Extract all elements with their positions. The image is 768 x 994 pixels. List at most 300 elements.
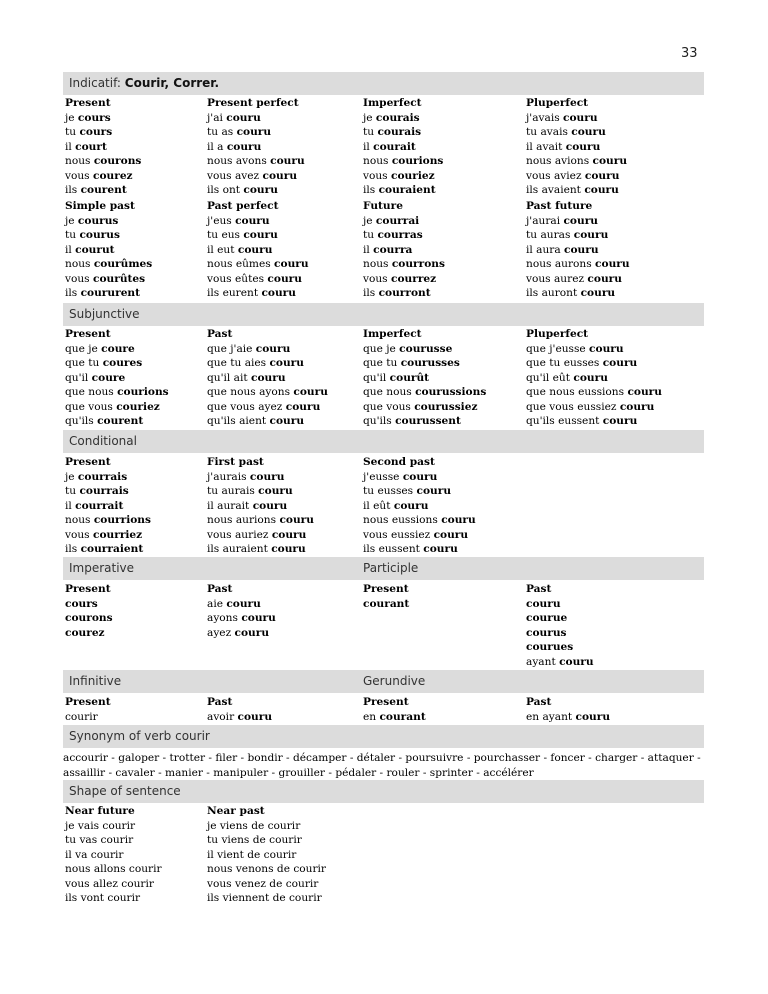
pronoun-text: tu [65, 126, 80, 139]
pronoun-text: que je [363, 342, 400, 355]
pronoun-text: je [65, 111, 78, 124]
stem-text: cour [564, 243, 591, 256]
gerundive-past [526, 695, 610, 724]
ending-text: u [253, 597, 261, 610]
ending-text: ons [91, 612, 113, 625]
stem-text: cour [379, 710, 407, 723]
stem-text: cour [378, 287, 406, 300]
conjugation-row [526, 342, 662, 357]
pronoun-text: je [363, 214, 376, 227]
conjugation-row [526, 640, 594, 655]
pronoun-text: ils vont courir [65, 892, 141, 905]
stem-text: cour [391, 272, 418, 285]
pronoun-text: qu'il [363, 371, 390, 384]
stem-text: cour [93, 528, 120, 541]
stem-text: cour [423, 543, 451, 556]
stem-text: cour [584, 184, 612, 197]
pronoun-text: tu aurais [207, 485, 259, 498]
conjugation-row [207, 626, 276, 641]
pronoun-text: nous [363, 155, 392, 168]
pronoun-text: nous [65, 258, 94, 271]
ending-text: u [598, 126, 606, 139]
pronoun-text: vous venez de courir [207, 877, 319, 890]
ending-text: ant [406, 710, 426, 723]
pronoun-text: il [65, 499, 76, 512]
pronoun-text: j'aurai [526, 214, 564, 227]
conjugation-row [65, 272, 152, 287]
stem-text: cour [93, 155, 121, 168]
tense-heading: Second past [363, 456, 435, 468]
ending-text: ût [416, 371, 430, 384]
conjugation-row [363, 371, 486, 386]
ending-text: ant [389, 597, 410, 610]
indicative-past-future [526, 199, 630, 301]
stem-text: cour [93, 258, 121, 271]
tense-heading: Near past [207, 805, 265, 817]
pronoun-text: qu'ils eussent [526, 415, 603, 428]
conjugation-row [65, 626, 113, 641]
stem-text: cour [584, 169, 612, 182]
ending-text: ue [552, 612, 568, 625]
conjugation-row [363, 414, 486, 429]
stem-text: cour [258, 485, 285, 498]
conjugation-row [526, 243, 630, 258]
stem-text: cour [395, 415, 422, 428]
conjugation-row [65, 154, 141, 169]
pronoun-text: tu eusses [363, 485, 417, 498]
conjugation-row [65, 214, 152, 229]
ending-text: us [106, 229, 120, 242]
conjugation-row [207, 877, 326, 892]
stem-text: cour [399, 342, 426, 355]
conjugation-row [526, 655, 594, 670]
stem-text: cour [261, 287, 289, 300]
stem-text: cour [389, 371, 417, 384]
conjugation-row [207, 342, 328, 357]
stem-text: cour [271, 543, 299, 556]
stem-text: cour [77, 214, 105, 227]
stem-text: cour [102, 357, 130, 370]
conjugation-row [363, 286, 445, 301]
ending-text: u [611, 184, 619, 197]
stem-text: cour [619, 400, 647, 413]
stem-text: cour [587, 272, 615, 285]
stem-text: cour [270, 155, 297, 168]
tense-heading: Past [207, 328, 233, 340]
ending-text: u [261, 626, 270, 639]
pronoun-text: ils [65, 184, 81, 197]
pronoun-text: que nous [363, 386, 416, 399]
conjugation-row [65, 710, 111, 725]
conjugation-row [526, 356, 662, 371]
pronoun-text: tu [65, 485, 80, 498]
pronoun-text: tu auras [526, 229, 574, 242]
ending-text: rais [104, 470, 128, 483]
conjugation-row [207, 140, 305, 155]
tense-heading: Present [65, 328, 111, 340]
pronoun-text: il eut [207, 243, 238, 256]
conjugation-row [363, 597, 409, 612]
ending-text: e [127, 342, 135, 355]
ending-text: u [646, 400, 655, 413]
pronoun-text: vous [65, 169, 93, 182]
ending-text: u [253, 140, 262, 153]
stem-text: cour [592, 155, 620, 168]
pronoun-text: nous allons courir [65, 863, 162, 876]
indicative-present [65, 96, 141, 198]
section-label: Conditional [69, 434, 137, 448]
tense-heading: First past [207, 456, 264, 468]
stem-text: cour [373, 140, 400, 153]
pronoun-text: que nous ayons [207, 386, 294, 399]
conjugation-row [526, 228, 630, 243]
stem-text: cour [226, 140, 254, 153]
section-label: Shape of sentence [69, 784, 181, 798]
pronoun-text: ils [65, 287, 81, 300]
conjugation-row [526, 140, 627, 155]
ending-text: us [552, 626, 567, 639]
pronoun-text: il aurait [207, 499, 253, 512]
ending-text: ues [552, 641, 574, 654]
conjugation-row [207, 385, 328, 400]
indicative-pluperfect [526, 96, 627, 198]
ending-text: ûmes [120, 258, 153, 271]
pronoun-text: tu [363, 126, 378, 139]
stem-text: cour [79, 229, 107, 242]
ending-text: u [306, 514, 314, 527]
tense-heading: Simple past [65, 200, 135, 212]
stem-text: cour [243, 184, 271, 197]
subjunctive-past [207, 327, 328, 429]
stem-text: cour [373, 243, 400, 256]
ending-text: iez [143, 400, 160, 413]
ending-text: es [129, 357, 143, 370]
stem-text: cour [526, 597, 553, 610]
conjugation-row [207, 228, 309, 243]
stem-text: cour [117, 386, 144, 399]
pronoun-text: je [65, 470, 78, 483]
conjugation-row [207, 710, 272, 725]
ending-text: ussiez [441, 400, 478, 413]
ending-text: u [264, 710, 273, 723]
ending-text: u [277, 371, 286, 384]
ending-text: ons [120, 155, 142, 168]
ending-text: ais [402, 111, 420, 124]
tense-heading: Imperfect [363, 97, 422, 109]
conjugation-row [65, 611, 113, 626]
ending-text: u [270, 229, 278, 242]
tense-heading: Present [65, 583, 111, 595]
ending-text: e [118, 371, 126, 384]
stem-text: cour [101, 342, 128, 355]
pronoun-text: que tu [65, 357, 103, 370]
conjugation-row [207, 371, 328, 386]
pronoun-text: tu viens de courir [207, 834, 302, 847]
stem-text: cour [402, 470, 430, 483]
ending-text: usses [427, 357, 460, 370]
conjugation-row [65, 385, 169, 400]
section-header-shape-of-sentence [63, 780, 704, 803]
pronoun-text: j'avais [526, 111, 564, 124]
pronoun-text: je [65, 214, 78, 227]
stem-text: cour [235, 214, 262, 227]
pronoun-text: nous venons de courir [207, 863, 326, 876]
ending-text: u [261, 214, 270, 227]
conjugation-row [526, 626, 594, 641]
ending-text: u [600, 229, 609, 242]
conjugation-row [526, 125, 627, 140]
conjugation-row [207, 257, 309, 272]
stem-text: cour [226, 597, 254, 610]
pronoun-text: vous [363, 272, 391, 285]
stem-text: cour [75, 499, 102, 512]
pronoun-text: ayant [526, 655, 560, 668]
stem-text: cour [377, 229, 405, 242]
pronoun-text: ils avaient [526, 184, 585, 197]
synonyms-list: accourir - galoper - trotter - filer - bondir - décamper - détaler - poursuivre - pourchasser - foncer - charger - attaquer - assaillir - cavaler - manier - manipuler - grouiller - pédaler - rouler - sprinter - accélérer [63, 752, 701, 779]
ending-text: u [263, 126, 272, 139]
pronoun-text: tu eus [207, 229, 244, 242]
indicative-present-perfect [207, 96, 305, 198]
conjugation-row [363, 183, 443, 198]
conjugation-row [207, 891, 326, 906]
ending-text: u [284, 485, 293, 498]
section-header-conditional [63, 430, 704, 453]
stem-text: cour [267, 272, 295, 285]
pronoun-text: il avait [526, 140, 566, 153]
conditional-second-past [363, 455, 476, 557]
pronoun-text: tu [363, 229, 378, 242]
ending-text: rait [101, 499, 124, 512]
conjugation-row [65, 243, 152, 258]
conjugation-row [207, 513, 314, 528]
stem-text: cour [441, 514, 468, 527]
section-label: Subjunctive [69, 307, 140, 321]
ending-text: u [268, 612, 276, 625]
conjugation-row [65, 111, 141, 126]
conjugation-row [65, 877, 162, 892]
subjunctive-pluperfect [526, 327, 662, 429]
conjugation-row [363, 111, 443, 126]
subjunctive-imperfect [363, 327, 486, 429]
ending-text: ent [107, 184, 127, 197]
stem-text: cour [77, 470, 105, 483]
conjugation-row [65, 414, 169, 429]
stem-text: cour [375, 214, 403, 227]
conjugation-row [207, 542, 314, 557]
tense-heading: Past perfect [207, 200, 279, 212]
stem-text: cour [279, 514, 307, 527]
pronoun-text: il va courir [65, 848, 124, 861]
conjugation-row [207, 214, 309, 229]
stem-text: cour [226, 111, 254, 124]
ending-text: u [279, 499, 288, 512]
stem-text: cour [262, 169, 290, 182]
tense-heading: Pluperfect [526, 328, 589, 340]
conjugation-row [526, 111, 627, 126]
ending-text: u [629, 357, 638, 370]
ending-text: u [298, 528, 307, 541]
stem-text: court [75, 140, 107, 153]
ending-text: ront [405, 287, 431, 300]
stem-text: cour [595, 258, 622, 271]
ending-text: u [270, 184, 278, 197]
ending-text: u [585, 655, 594, 668]
conjugation-row [207, 356, 328, 371]
section-header-imperative-participle [63, 557, 704, 580]
stem-text: cour [271, 528, 299, 541]
conjugation-row [526, 611, 594, 626]
conjugation-row [207, 169, 305, 184]
ending-text: u [629, 415, 638, 428]
ending-text: ez [119, 169, 133, 182]
conjugation-row [207, 272, 309, 287]
conjugation-row [207, 597, 276, 612]
ending-text: u [289, 169, 298, 182]
stem-text: cour [269, 357, 297, 370]
stem-text: cour [433, 528, 461, 541]
conjugation-row [65, 356, 169, 371]
pronoun-text: vous aviez [526, 169, 585, 182]
indicative-imperfect [363, 96, 443, 198]
stem-text: cour [400, 357, 428, 370]
section-header-infinitive-gerundive [63, 670, 704, 693]
stem-text: cour [416, 485, 444, 498]
indicative-past-perfect [207, 199, 309, 301]
conditional-first-past [207, 455, 314, 557]
stem-text: cour [241, 612, 269, 625]
infinitive-past [207, 695, 272, 724]
conjugation-row [65, 862, 162, 877]
tense-heading: Past [526, 583, 552, 595]
pronoun-text: avoir [207, 710, 238, 723]
participle-past [526, 582, 594, 669]
ending-text: u [552, 597, 561, 610]
ending-text: ra [399, 243, 413, 256]
pronoun-text: j'eusse [363, 470, 403, 483]
ending-text: u [619, 155, 628, 168]
ending-text: ent [123, 415, 144, 428]
conjugation-row [526, 169, 627, 184]
stem-text: cours [65, 597, 98, 610]
pronoun-text: il vient de courir [207, 848, 297, 861]
conjugation-row [65, 169, 141, 184]
pronoun-text: il [65, 243, 76, 256]
conjugation-row [526, 183, 627, 198]
stem-text: cour [91, 371, 119, 384]
conjugation-row [65, 140, 141, 155]
conjugation-row [65, 499, 151, 514]
stem-text: cour [116, 400, 144, 413]
conjugation-row [65, 125, 141, 140]
ending-text: u [592, 140, 601, 153]
conjugation-row [207, 862, 326, 877]
pronoun-text: j'aurais [207, 470, 250, 483]
ending-text: u [450, 543, 458, 556]
ending-text: ions [143, 386, 169, 399]
conjugation-row [363, 356, 486, 371]
ending-text: u [590, 243, 599, 256]
conjugation-row [363, 542, 476, 557]
conjugation-row [363, 272, 445, 287]
stem-text: cour [363, 597, 390, 610]
pronoun-text: il aura [526, 243, 565, 256]
pronoun-text: que vous ayez [207, 400, 286, 413]
pronoun-text: vous auriez [207, 528, 272, 541]
stem-text: cour [415, 386, 442, 399]
ending-text: u [296, 415, 305, 428]
pronoun-text: il [363, 140, 374, 153]
stem-text: cour [393, 499, 421, 512]
conjugation-row [65, 528, 151, 543]
pronoun-text: je vais courir [65, 819, 136, 832]
conjugation-row [363, 528, 476, 543]
indicative-simple-past [65, 199, 152, 301]
ending-text: u [614, 272, 622, 285]
pronoun-text: je viens de courir [207, 819, 301, 832]
stem-text: cour [391, 258, 419, 271]
tense-heading: Near future [65, 805, 135, 817]
pronoun-text: vous [65, 272, 93, 285]
ending-text: u [298, 543, 306, 556]
stem-text: cour [93, 514, 121, 527]
tense-heading: Present [363, 696, 409, 708]
ending-text: u [443, 485, 452, 498]
ending-text: ussent [421, 415, 461, 428]
conjugation-row [65, 286, 152, 301]
pronoun-text: que tu [363, 357, 401, 370]
ending-text: usse [425, 342, 453, 355]
stem-text: cour [255, 342, 283, 355]
ending-text: u [253, 111, 261, 124]
conjugation-row [207, 499, 314, 514]
verb-title: Courir, Correr. [124, 76, 220, 90]
conjugation-row [207, 286, 309, 301]
stem-text: cour [378, 184, 406, 197]
conjugation-row [65, 342, 169, 357]
stem-text: cour [602, 415, 630, 428]
pronoun-text: tu avais [526, 126, 572, 139]
stem-text: cour [414, 400, 442, 413]
pronoun-text: j'eus [207, 214, 236, 227]
ending-text: rai [402, 214, 420, 227]
pronoun-text: vous eussiez [363, 528, 434, 541]
ending-text: u [288, 287, 296, 300]
tense-heading: Past [526, 696, 552, 708]
ending-text: rais [106, 485, 129, 498]
stem-text: cour [79, 485, 107, 498]
stem-text: cours [79, 126, 113, 139]
ending-text: u [320, 386, 328, 399]
conjugation-row [207, 848, 326, 863]
conjugation-row [363, 228, 445, 243]
conjugation-row [65, 371, 169, 386]
ending-text: u [611, 169, 620, 182]
tense-heading: Present [363, 583, 409, 595]
stem-text: cour [573, 371, 601, 384]
ending-text: u [589, 111, 598, 124]
pronoun-text: qu'ils [65, 415, 98, 428]
conjugation-row [526, 257, 630, 272]
tense-heading: Pluperfect [526, 97, 589, 109]
pronoun-text: qu'ils [363, 415, 396, 428]
conjugation-row [363, 214, 445, 229]
conjugation-row [207, 400, 328, 415]
stem-text: cour [93, 272, 120, 285]
pronoun-text: ayons [207, 612, 242, 625]
pronoun-text: vous aurez [526, 272, 588, 285]
indicative-future [363, 199, 445, 301]
